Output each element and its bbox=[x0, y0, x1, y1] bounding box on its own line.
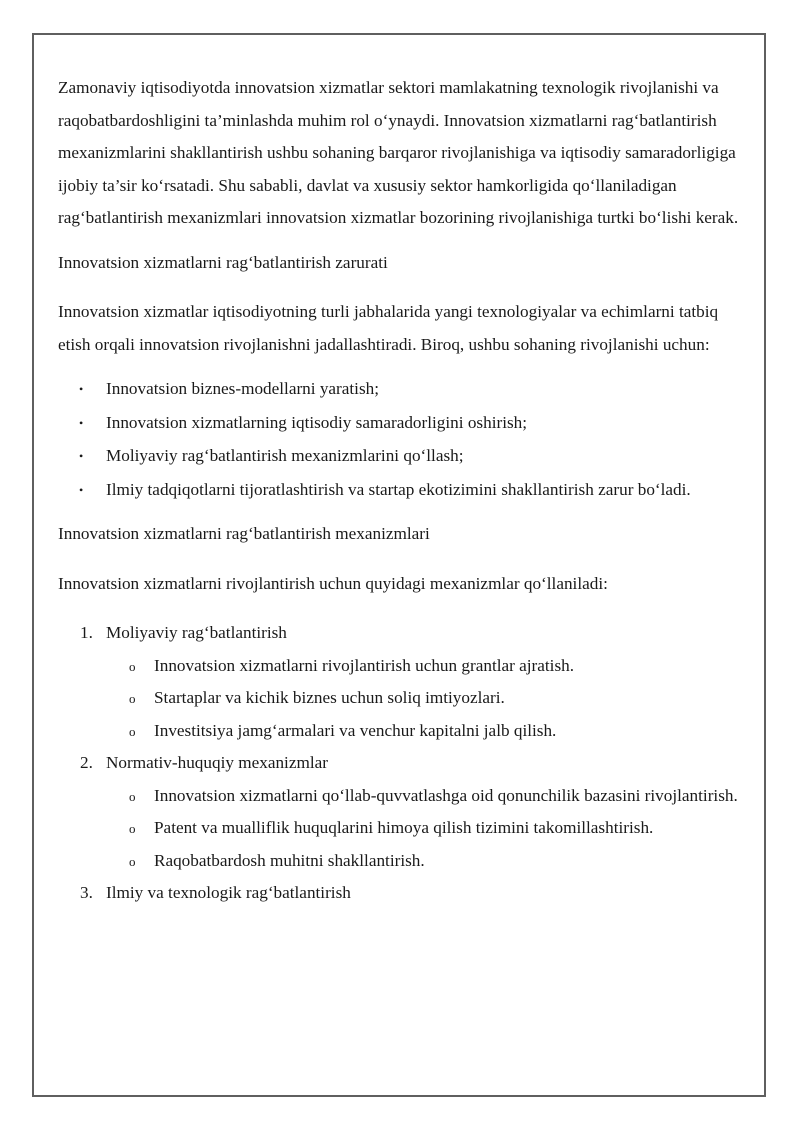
sub-list bbox=[106, 650, 748, 748]
bullet-marker: • bbox=[79, 382, 84, 396]
bullet-marker: • bbox=[79, 415, 84, 430]
sub-item-text: Investitsiya jamg‘armalari va venchur kapitalni jalb qilish. bbox=[154, 720, 557, 740]
sub-bullet-marker: o bbox=[129, 723, 136, 739]
item-title: Normativ-huquqiy mexanizmlar bbox=[106, 753, 328, 772]
section-heading-necessity: Innovatsion xizmatlarni rag‘batlantirish zarurati bbox=[58, 252, 388, 272]
item-title: Ilmiy va texnologik rag‘batlantirish bbox=[106, 883, 351, 902]
mechanisms-list bbox=[58, 617, 748, 910]
sub-list-item bbox=[106, 650, 748, 683]
sub-list-item bbox=[106, 682, 748, 715]
sub-list-item bbox=[106, 845, 748, 878]
numbered-item-legal bbox=[58, 747, 748, 877]
sub-item-text: Raqobatbardosh muhitni shakllantirish. bbox=[154, 850, 425, 870]
bullet-marker: • bbox=[79, 449, 84, 463]
sub-bullet-marker: o bbox=[129, 658, 136, 674]
sub-list bbox=[106, 780, 748, 878]
list-item bbox=[58, 407, 748, 440]
intro-paragraph: Zamonaviy iqtisodiyotda innovatsion xizmatlar sektori mamlakatning texnologik rivojlanishi va raqobatbardoshligini ta’minlashda muhim rol o‘ynaydi. Innovatsion xizmatlarni rag‘batlantirish mexanizmlarini shakllantirish ushbu sohaning barqaror rivojlanishiga va iqtisodiy samaradorligiga ijobiy ta’sir ko‘rsatadi. Shu sababli, davlat va xususiy sektor hamkorligida qo‘llaniladigan rag‘batlantirish mexanizmlari innovatsion xizmatlar bozorining rivojlanishiga turtki bo‘lishi kerak. bbox=[58, 78, 739, 227]
section-heading-mechanisms: Innovatsion xizmatlarni rag‘batlantirish mexanizmlari bbox=[58, 524, 430, 543]
list-item-text: Ilmiy tadqiqotlarni tijoratlashtirish va startap ekotizimini shakllantirish zarur bo‘ladi. bbox=[106, 479, 691, 499]
sub-item-text: Innovatsion xizmatlarni rivojlantirish uchun grantlar ajratish. bbox=[154, 655, 575, 675]
sub-list-item bbox=[106, 780, 748, 813]
sub-item-text: Innovatsion xizmatlarni qo‘llab-quvvatlashga oid qonunchilik bazasini rivojlantirish. bbox=[154, 785, 738, 805]
list-item-text: Innovatsion xizmatlarning iqtisodiy samaradorligini oshirish; bbox=[106, 412, 528, 432]
sub-bullet-marker: o bbox=[129, 853, 136, 869]
section-paragraph-necessity: Innovatsion xizmatlar iqtisodiyotning turli jabhalarida yangi texnologiyalar va echimlarni tatbiq etish orqali innovatsion rivojlanishni jadallashtiradi. Biroq, ushbu sohaning rivojlanishi uchun: bbox=[58, 302, 719, 354]
item-number: 2. bbox=[80, 753, 93, 772]
section-paragraph-mechanisms: Innovatsion xizmatlarni rivojlantirish uchun quyidagi mexanizmlar qo‘llaniladi: bbox=[58, 573, 608, 593]
list-item bbox=[58, 373, 748, 406]
sub-list-item bbox=[106, 715, 748, 748]
list-item-text: Innovatsion biznes-modellarni yaratish; bbox=[106, 379, 380, 398]
requirements-list bbox=[58, 373, 748, 506]
list-item bbox=[58, 440, 748, 473]
sub-bullet-marker: o bbox=[129, 821, 136, 836]
sub-bullet-marker: o bbox=[129, 691, 136, 706]
sub-item-text: Startaplar va kichik biznes uchun soliq imtiyozlari. bbox=[154, 688, 505, 707]
sub-bullet-marker: o bbox=[129, 788, 136, 804]
item-number: 3. bbox=[80, 883, 93, 902]
numbered-item-scientific bbox=[58, 877, 748, 910]
item-title: Moliyaviy rag‘batlantirish bbox=[106, 623, 287, 642]
list-item-text: Moliyaviy rag‘batlantirish mexanizmlarini qo‘llash; bbox=[106, 446, 464, 465]
document-body bbox=[58, 72, 748, 910]
item-number: 1. bbox=[80, 623, 93, 642]
bullet-marker: • bbox=[79, 482, 84, 497]
numbered-item-financial bbox=[58, 617, 748, 747]
sub-item-text: Patent va mualliflik huquqlarini himoya qilish tizimini takomillashtirish. bbox=[154, 818, 654, 837]
sub-list-item bbox=[106, 812, 748, 845]
list-item bbox=[58, 474, 748, 507]
